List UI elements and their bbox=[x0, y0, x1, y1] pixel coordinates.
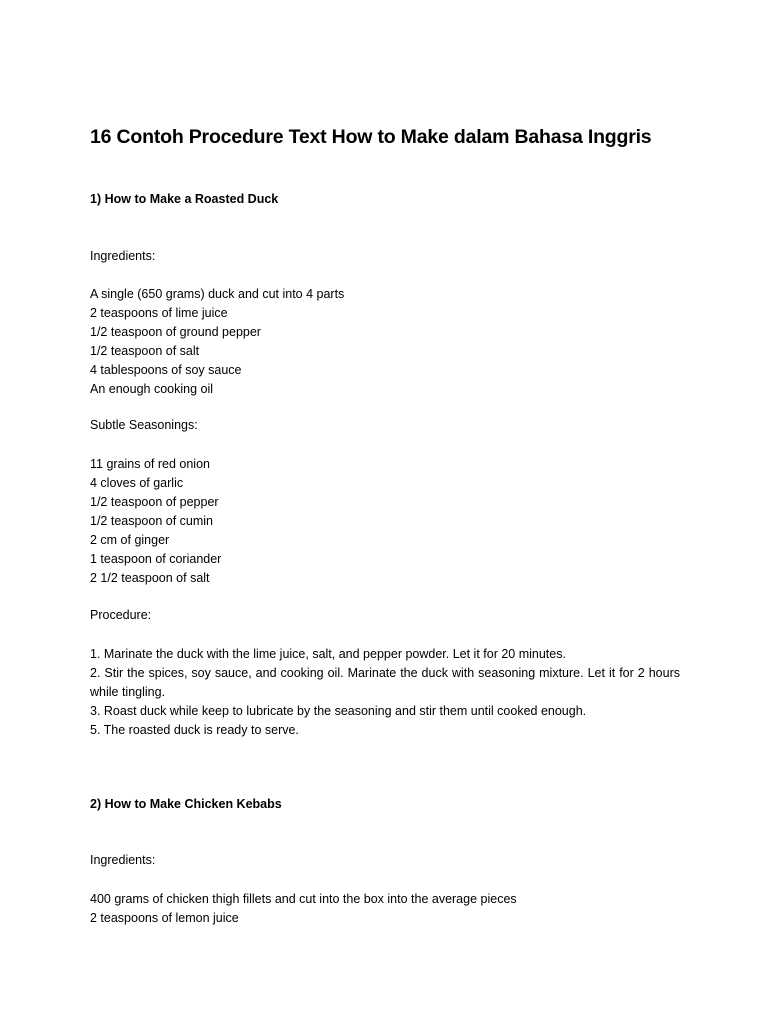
recipe-1-seasonings-label: Subtle Seasonings: bbox=[90, 418, 198, 432]
list-item: 11 grains of red onion bbox=[90, 457, 210, 471]
list-item: 1/2 teaspoon of pepper bbox=[90, 495, 219, 509]
list-item: 2 teaspoons of lime juice bbox=[90, 306, 228, 320]
list-item: 2 1/2 teaspoon of salt bbox=[90, 571, 210, 585]
document-title: 16 Contoh Procedure Text How to Make dalam Bahasa Inggris bbox=[90, 126, 652, 148]
list-item: An enough cooking oil bbox=[90, 382, 214, 396]
procedure-step: 3. Roast duck while keep to lubricate by the seasoning and stir them until cooked enough. bbox=[90, 704, 587, 718]
list-item: 1/2 teaspoon of salt bbox=[90, 344, 200, 358]
recipe-1-ingredients-label: Ingredients: bbox=[90, 249, 156, 263]
list-item: 2 teaspoons of lemon juice bbox=[90, 911, 239, 925]
list-item: 4 cloves of garlic bbox=[90, 476, 184, 490]
recipe-1-seasonings-list bbox=[90, 455, 221, 588]
recipe-2-ingredients-list bbox=[90, 890, 517, 928]
recipe-1-ingredients-list bbox=[90, 285, 344, 399]
procedure-step: 2. Stir the spices, soy sauce, and cooking oil. Marinate the duck with seasoning mixture. Let it for 2 hours while tingling. bbox=[90, 666, 680, 699]
list-item: 2 cm of ginger bbox=[90, 533, 170, 547]
list-item: 400 grams of chicken thigh fillets and cut into the box into the average pieces bbox=[90, 892, 517, 906]
procedure-step: 1. Marinate the duck with the lime juice, salt, and pepper powder. Let it for 20 minutes. bbox=[90, 647, 566, 661]
recipe-2-heading: 2) How to Make Chicken Kebabs bbox=[90, 797, 282, 811]
recipe-1-procedure-label: Procedure: bbox=[90, 608, 152, 622]
recipe-1-heading: 1) How to Make a Roasted Duck bbox=[90, 192, 279, 206]
list-item: 4 tablespoons of soy sauce bbox=[90, 363, 242, 377]
list-item: A single (650 grams) duck and cut into 4 parts bbox=[90, 287, 345, 301]
list-item: 1/2 teaspoon of ground pepper bbox=[90, 325, 261, 339]
recipe-2-ingredients-label: Ingredients: bbox=[90, 853, 156, 867]
list-item: 1/2 teaspoon of cumin bbox=[90, 514, 213, 528]
recipe-1-procedure-list bbox=[90, 645, 680, 740]
list-item: 1 teaspoon of coriander bbox=[90, 552, 222, 566]
procedure-step: 5. The roasted duck is ready to serve. bbox=[90, 723, 299, 737]
